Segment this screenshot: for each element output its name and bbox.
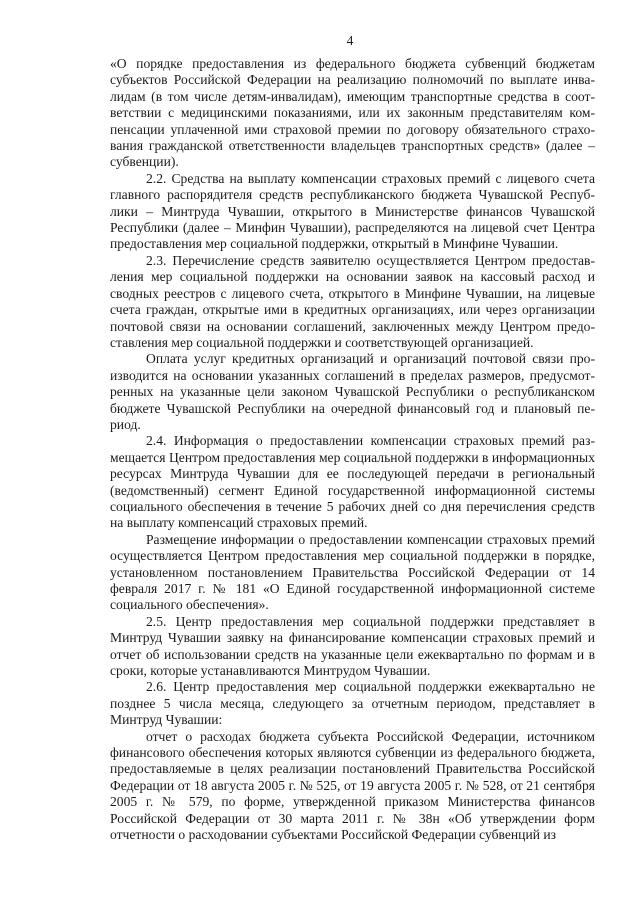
document-body [110, 56, 595, 844]
paragraph-2-3-payment: Оплата услуг кредитных организаций и организаций почтовой связи производится на основании указанных соглашений в пределах размеров, предусмотренных на указанные цели законом Чувашской Республики о республиканском бюджете Чувашской Республики на очередной финансовый год и плановый период. [110, 351, 595, 432]
page-number: 4 [346, 33, 354, 48]
paragraph-2-4: 2.4. Информация о предоставлении компенсации страховых премий размещается Центром предоставления мер социальной поддержки в информационных ресурсах Минтруда Чувашии для ее последующей передачи в региональный (ведомственный) сегмент Единой государственной информационной системы социального обеспечения в течение 5 рабочих дней со дня перечисления средств на выплату компенсаций страховых премий. [110, 433, 595, 531]
paragraph-2-4-placement: Размещение информации о предоставлении компенсации страховых премий осуществляется Центром предоставления мер социальной поддержки в порядке, установленном постановлением Правительства Российской Федерации от 14 февраля 2017 г. № 181 «О Единой государственной информационной системе социального обеспечения». [110, 531, 595, 613]
paragraph-2-6: 2.6. Центр предоставления мер социальной поддержки ежеквартально не позднее 5 числа месяца, следующего за отчетным периодом, представляет в Минтруд Чувашии: [110, 679, 595, 728]
paragraph-2-3: 2.3. Перечисление средств заявителю осуществляется Центром предоставления мер социальной поддержки на основании заявок на кассовый расход и сводных реестров с лицевого счета, открытого в Минфине Чувашии, на лицевые счета граждан, открытые ими в кредитных организациях, или через организации почтовой связи на основании соглашений, заключенных между Центром предоставления мер социальной поддержки и соответствующей организацией. [110, 252, 595, 350]
paragraph-2-6-report: отчет о расходах бюджета субъекта Российской Федерации, источником финансового обеспечения которых являются субвенции из федерального бюджета, предоставляемые в целях реализации постановлений Правительства Российской Федерации от 18 августа 2005 г. № 525, от 19 августа 2005 г. № 528, от 21 сентября 2005 г. № 579, по форме, утвержденной приказом Министерства финансов Российской Федерации от 30 марта 2011 г. № 38н «Об утверждении форм отчетности о расходовании субъектами Российской Федерации субвенций из [110, 728, 595, 843]
paragraph-2-5: 2.5. Центр предоставления мер социальной поддержки представляет в Минтруд Чувашии заявку на финансирование компенсации страховых премий и отчет об использовании средств на указанные цели ежеквартально по формам и в сроки, которые устанавливаются Минтрудом Чувашии. [110, 613, 595, 679]
paragraph-continuation: «О порядке предоставления из федерального бюджета субвенций бюджетам субъектов Российской Федерации на реализацию полномочий по выплате инвалидам (в том числе детям-инвалидам), имеющим транспортные средства в соответствии с медицинскими показаниями, или их законным представителям компенсации уплаченной ими страховой премии по договору обязательного страхования гражданской ответственности владельцев транспортных средств» (далее – субвенции). [110, 56, 595, 170]
paragraph-2-2: 2.2. Средства на выплату компенсации страховых премий с лицевого счета главного распорядителя средств республиканского бюджета Чувашской Республики – Минтруда Чувашии, открытого в Министерстве финансов Чувашской Республики (далее – Минфин Чувашии), распределяются на лицевой счет Центра предоставления мер социальной поддержки, открытый в Минфине Чувашии. [110, 170, 595, 252]
